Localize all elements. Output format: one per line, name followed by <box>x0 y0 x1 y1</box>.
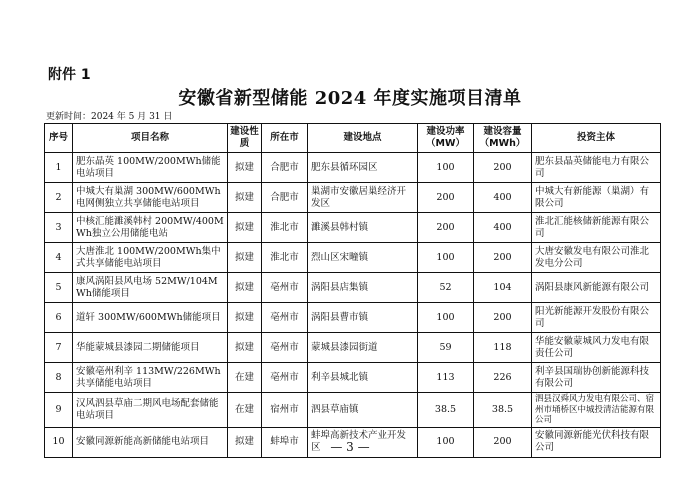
table-row <box>45 363 661 393</box>
cell-city: 亳州市 <box>262 273 308 303</box>
cell-project-name: 中核汇能濉溪韩村 200MW/400MWh独立公用储能电站 <box>73 213 228 243</box>
cell-investor: 大唐安徽发电有限公司淮北发电分公司 <box>532 243 661 273</box>
header-index: 序号 <box>45 124 73 153</box>
header-capacity: 建设容量（MWh） <box>474 124 532 153</box>
cell-capacity: 104 <box>474 273 532 303</box>
cell-index: 7 <box>45 333 73 363</box>
cell-power: 200 <box>418 183 474 213</box>
header-construction-type: 建设性质 <box>228 124 262 153</box>
cell-capacity: 118 <box>474 333 532 363</box>
cell-city: 蚌埠市 <box>262 427 308 457</box>
header-investor: 投资主体 <box>532 124 661 153</box>
cell-city: 亳州市 <box>262 363 308 393</box>
cell-construction-type: 拟建 <box>228 243 262 273</box>
cell-location: 泗县草庙镇 <box>308 393 418 428</box>
cell-index: 6 <box>45 303 73 333</box>
cell-investor: 利辛县国瑞协创新能源科技有限公司 <box>532 363 661 393</box>
cell-index: 5 <box>45 273 73 303</box>
cell-construction-type: 拟建 <box>228 303 262 333</box>
cell-construction-type: 拟建 <box>228 273 262 303</box>
cell-power: 100 <box>418 303 474 333</box>
header-location: 建设地点 <box>308 124 418 153</box>
cell-city: 宿州市 <box>262 393 308 428</box>
attachment-label: 附件 1 <box>48 67 91 83</box>
cell-investor: 华能安徽蒙城风力发电有限责任公司 <box>532 333 661 363</box>
table-row <box>45 273 661 303</box>
cell-index: 3 <box>45 213 73 243</box>
cell-index: 9 <box>45 393 73 428</box>
cell-capacity: 400 <box>474 183 532 213</box>
cell-location: 巢湖市安徽居巢经济开发区 <box>308 183 418 213</box>
table-row <box>45 153 661 183</box>
cell-construction-type: 拟建 <box>228 153 262 183</box>
cell-location: 肥东县循环园区 <box>308 153 418 183</box>
cell-capacity: 400 <box>474 213 532 243</box>
cell-city: 淮北市 <box>262 243 308 273</box>
cell-power: 200 <box>418 213 474 243</box>
cell-city: 亳州市 <box>262 303 308 333</box>
table-row <box>45 303 661 333</box>
cell-index: 8 <box>45 363 73 393</box>
cell-index: 2 <box>45 183 73 213</box>
project-table <box>44 123 661 458</box>
cell-power: 113 <box>418 363 474 393</box>
cell-investor: 中城大有新能源（巢湖）有限公司 <box>532 183 661 213</box>
cell-city: 亳州市 <box>262 333 308 363</box>
cell-investor: 淮北汇能核储新能源有限公司 <box>532 213 661 243</box>
header-power: 建设功率（MW） <box>418 124 474 153</box>
table-row <box>45 393 661 428</box>
table-row <box>45 213 661 243</box>
cell-location: 涡阳县曹市镇 <box>308 303 418 333</box>
cell-project-name: 肥东晶英 100MW/200MWh储能电站项目 <box>73 153 228 183</box>
cell-location: 濉溪县韩村镇 <box>308 213 418 243</box>
cell-investor: 肥东县晶英储能电力有限公司 <box>532 153 661 183</box>
cell-index: 4 <box>45 243 73 273</box>
cell-capacity: 200 <box>474 427 532 457</box>
cell-investor: 泗县汉舜风力发电有限公司、宿州市埇桥区中城投清洁能源有限公司 <box>532 393 661 428</box>
cell-index: 1 <box>45 153 73 183</box>
cell-project-name: 安徽同源新能高新储能电站项目 <box>73 427 228 457</box>
header-project-name: 项目名称 <box>73 124 228 153</box>
cell-location: 涡阳县店集镇 <box>308 273 418 303</box>
cell-power: 100 <box>418 243 474 273</box>
table-row <box>45 183 661 213</box>
cell-power: 100 <box>418 427 474 457</box>
cell-construction-type: 拟建 <box>228 213 262 243</box>
cell-power: 59 <box>418 333 474 363</box>
cell-construction-type: 在建 <box>228 363 262 393</box>
cell-construction-type: 在建 <box>228 393 262 428</box>
cell-city: 淮北市 <box>262 213 308 243</box>
cell-construction-type: 拟建 <box>228 427 262 457</box>
cell-capacity: 38.5 <box>474 393 532 428</box>
table-header-row <box>45 124 661 153</box>
cell-capacity: 200 <box>474 243 532 273</box>
cell-project-name: 道轩 300MW/600MWh储能项目 <box>73 303 228 333</box>
cell-power: 52 <box>418 273 474 303</box>
document-title: 安徽省新型储能 2024 年度实施项目清单 <box>178 88 522 109</box>
cell-capacity: 200 <box>474 153 532 183</box>
header-city: 所在市 <box>262 124 308 153</box>
cell-capacity: 226 <box>474 363 532 393</box>
cell-project-name: 安徽亳州利辛 113MW/226MWh共享储能电站项目 <box>73 363 228 393</box>
cell-construction-type: 拟建 <box>228 333 262 363</box>
cell-project-name: 华能蒙城县漆园二期储能项目 <box>73 333 228 363</box>
update-time: 更新时间：2024 年 5 月 31 日 <box>46 112 173 122</box>
cell-project-name: 汉风泗县草庙二期风电场配套储能电站项目 <box>73 393 228 428</box>
cell-investor: 阳光新能源开发股份有限公司 <box>532 303 661 333</box>
cell-location: 蒙城县漆园街道 <box>308 333 418 363</box>
cell-construction-type: 拟建 <box>228 183 262 213</box>
cell-location: 蚌埠高新技术产业开发区 <box>308 427 418 457</box>
cell-project-name: 中城大有巢湖 300MW/600MWh电网侧独立共享储能电站项目 <box>73 183 228 213</box>
page-number: — 3 — <box>330 440 370 454</box>
cell-capacity: 200 <box>474 303 532 333</box>
cell-power: 38.5 <box>418 393 474 428</box>
cell-project-name: 康风涡阳县风电场 52MW/104MWh储能项目 <box>73 273 228 303</box>
cell-index: 10 <box>45 427 73 457</box>
cell-investor: 涡阳县康风新能源有限公司 <box>532 273 661 303</box>
table-row <box>45 243 661 273</box>
cell-location: 利辛县城北镇 <box>308 363 418 393</box>
cell-project-name: 大唐淮北 100MW/200MWh集中式共享储能电站项目 <box>73 243 228 273</box>
cell-city: 合肥市 <box>262 183 308 213</box>
cell-investor: 安徽同源新能光伏科技有限公司 <box>532 427 661 457</box>
cell-location: 烈山区宋疃镇 <box>308 243 418 273</box>
cell-city: 合肥市 <box>262 153 308 183</box>
cell-power: 100 <box>418 153 474 183</box>
table-row <box>45 333 661 363</box>
